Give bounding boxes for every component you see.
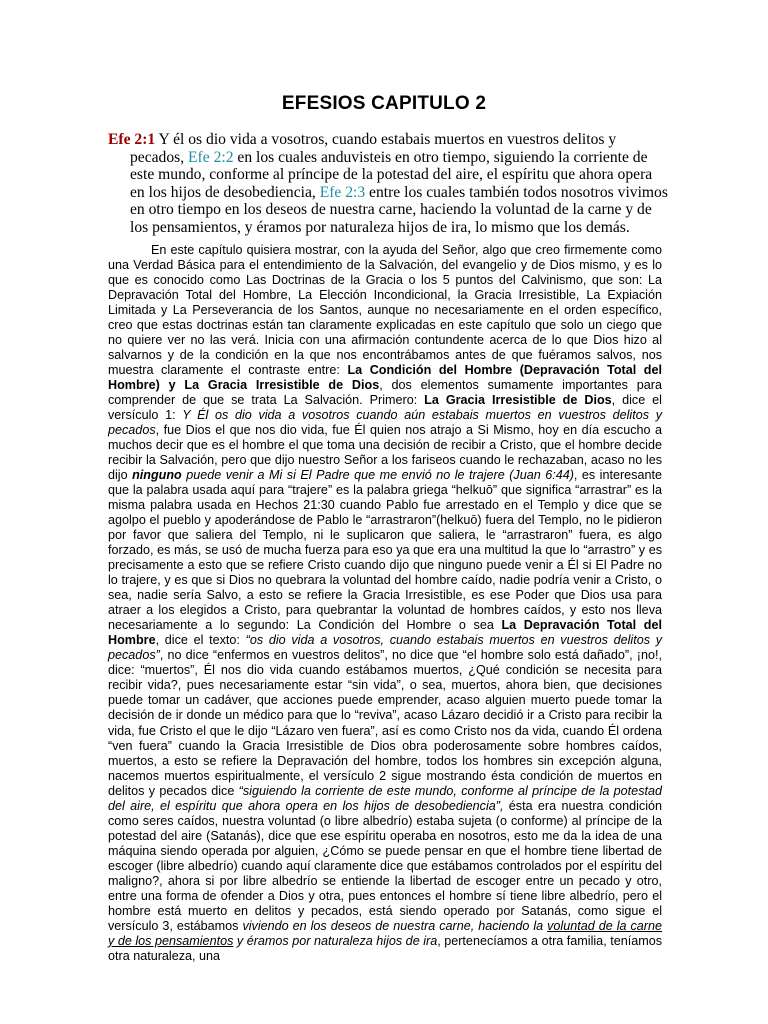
body-run: , no dice “enfermos en vuestros delitos”, no dice que “el hombre solo está dañado”, ¡no!, dice: “muertos”, Él nos dio vida cuando estábamos muertos, ¿Qué condición se necesita para recibir vida?, pues necesariamente estar “sin vida”, o sea, muertos, ahora bien, que decisiones puede tomar un cadáver, que acciones puede emprender, acaso alguien muerto puede tomar la decisión de ir donde un médico para que lo “reviva”, acaso Lázaro decidió ir a Cristo para recibir la vida, fue Cristo el que le dijo “Lázaro ven fuera”, así es como Cristo nos da vida, cuando Él ordena “ven fuera” cuando la Gracia Irresistible de Dios obra poderosamente sobre hombres caídos, muertos, a esto se refiere la Depravación del hombre, todos los hombres sin excepción alguna, nacemos muertos espiritualmente, el versículo 2 sigue mostrando ésta condición de muertos en delitos y pecados dice (108, 648, 662, 798)
body-run-bold-italic: ninguno (132, 468, 182, 483)
body-run-italic-underline: voluntad de la carne y de los pensamientos (108, 918, 662, 948)
body-run-italic: puede venir a Mi si El Padre que me envió no le trajere (Juan 6:44) (181, 468, 574, 483)
body-text (108, 243, 662, 964)
body-run-bold: La Depravación Total del Hombre (108, 618, 662, 648)
body-run: , dos elementos sumamente importantes para comprender de que se trata La Salvación. Primero: (108, 378, 662, 408)
scripture-quote (108, 131, 668, 237)
verse-text-2-2: en los cuales anduvisteis en otro tiempo, siguiendo la corriente de este mundo, conforme al príncipe de la potestad del aire, el espíritu que ahora opera en los hijos de desobediencia, (130, 148, 653, 201)
body-run-italic: “os dio vida a vosotros, cuando estabais muertos en vuestros delitos y pecados” (108, 633, 663, 663)
page-title: EFESIOS CAPITULO 2 (281, 93, 487, 114)
body-run-italic: Y Él os dio vida a vosotros cuando aún estabais muertos en vuestros delitos y pecados (108, 408, 662, 438)
body-run: , pertenecíamos a otra familia, teníamos otra naturaleza, una (108, 933, 663, 963)
verse-block (108, 131, 668, 237)
body-run: En este capítulo quisiera mostrar, con la ayuda del Señor, algo que creo firmemente como una Verdad Básica para el entendimiento de la Salvación, del evangelio y de Dios mismo, y es lo que es conocido como Las Doctrinas de la Gracia o los 5 puntos del Calvinismo, que son: La Depravación Total del Hombre, La Elección Incondicional, la Gracia Irresistible, La Expiación Limitada y La Perseverancia de los Santos, aunque no necesariamente en el orden específico, creo que estas doctrinas están tan claramente explicadas en este capítulo que solo un ciego que no quiere ver no las verá. Inicia con una afirmación contundente acerca de lo que Dios hizo al salvarnos y de la condición en la que nos encontrábamos antes de que fuéramos salvos, nos muestra claramente el contraste entre: (108, 243, 662, 378)
body-run: , dice el versículo 1: (108, 393, 662, 423)
body-run: , es interesante que la palabra usada aquí para “trajere” es la palabra griega “helkuō” que significa “arrastrar” es la misma palabra usada en Hechos 21:30 cuando Pablo fue arrestado en el Templo y dice que se agolpo el pueblo y apoderándose de Pablo le “arrastraron”(helkuō) fuera del Templo, no le pidieron por favor que saliera del Templo, ni le suplicaron que saliera, le “arrastraron” fuera, es algo forzado, es más, se usó de mucha fuerza para eso ya que era una multitud la que lo “arrastro” y es precisamente a esto que se refiere Cristo cuando dijo que ninguno puede venir a Él si El Padre no lo trajere, y es que si Dios no quebrara la voluntad del hombre caído, nadie podría venir a Cristo, o sea, nadie sería Salvo, a esto se refiere la Gracia Irresistible, es ese Poder que Dios usa para atraer a los elegidos a Cristo, para quebrantar la voluntad de hombres caídos, y esto nos lleva necesariamente a lo segundo: La Condición del Hombre o sea (108, 468, 662, 633)
body-paragraph (108, 243, 662, 964)
body-run-italic: “siguiendo la corriente de este mundo, conforme al príncipe de la potestad del aire, el espíritu que ahora opera en los hijos de desobediencia”, (108, 783, 662, 813)
body-run-italic: viviendo en los deseos de nuestra carne, haciendo la (242, 918, 548, 933)
body-run: ésta era nuestra condición como seres caídos, nuestra voluntad (o libre albedrío) estaba sujeta (o conforme) al príncipe de la potestad del aire (Satanás), dice que ese espíritu operaba en nosotros, esto me da la idea de una máquina siendo operada por alguien, ¿Cómo se puede pensar en que el hombre tiene libertad de escoger (libre albedrío) cuando aquí claramente dice que estábamos controlados por el espíritu del maligno?, ahora si por libre albedrío se entiende la libertad de escoger entre un pecado y otro, entre una forma de ofender a Dios y otra, pues entonces el hombre sí tiene libre albedrío, pero el hombre está muerto en delitos y pecados, está siendo operado por Satanás, como sigue el versículo 3, estábamos (108, 798, 663, 933)
verse-reference-2-1: Efe 2:1 (108, 131, 156, 148)
verse-text-2-3: entre los cuales también todos nosotros vivimos en otro tiempo en los deseos de nuestra carne, haciendo la voluntad de la carne y de los pensamientos, y éramos por naturaleza hijos de ira, lo mismo que los demás. (130, 183, 668, 236)
body-run-italic: y éramos por naturaleza hijos de ira (233, 933, 438, 948)
body-run-bold: La Gracia Irresistible de Dios (424, 393, 612, 408)
body-run-bold: La Condición del Hombre (Depravación Total del Hombre) y La Gracia Irresistible de Dios (108, 363, 662, 393)
verse-text-2-1: Y él os dio vida a vosotros, cuando estabais muertos en vuestros delitos y pecados, (130, 131, 617, 166)
verse-reference-2-2[interactable]: Efe 2:2 (188, 148, 234, 166)
body-run: , dice el texto: (155, 633, 246, 648)
body-run: , fue Dios el que nos dio vida, fue Él quien nos atrajo a Si Mismo, hoy en día escucho a muchos decir que es el hombre el que toma una decisión de recibir a Cristo, que el hombre decide recibir la Salvación, pero que dijo nuestro Señor a los fariseos cuando le rechazaban, acaso no les dijo (108, 423, 662, 483)
verse-reference-2-3[interactable]: Efe 2:3 (319, 183, 366, 201)
